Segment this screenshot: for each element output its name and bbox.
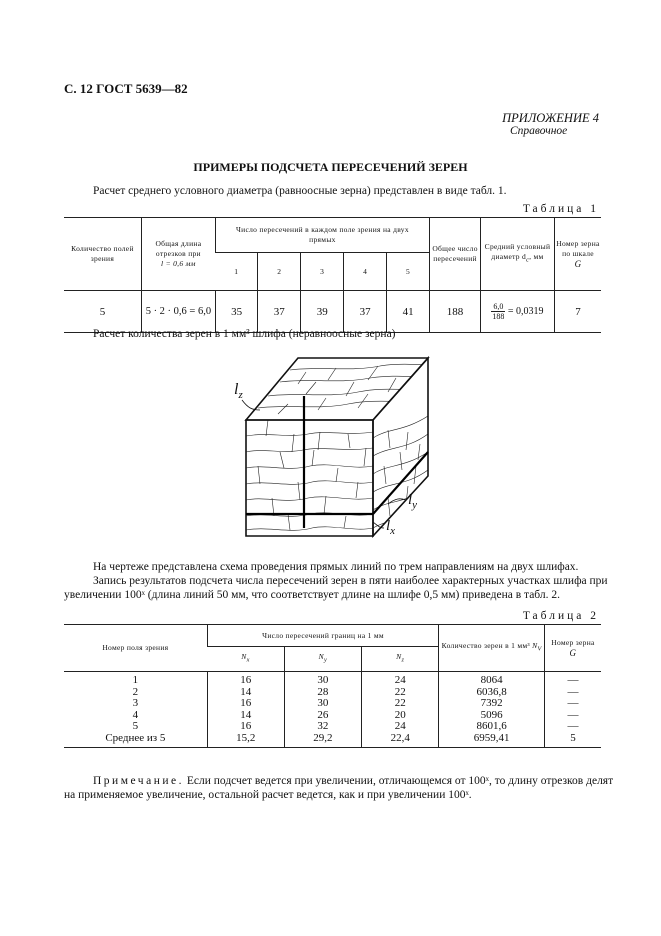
- t2-field: Среднее из 5: [64, 733, 207, 748]
- record-paragraph-1: Запись результатов подсчета числа пересечений зерен в пяти наиболее характерных участках шлифа при: [93, 575, 608, 587]
- t1-subcol-2: 2: [258, 253, 301, 291]
- t2-ny-sub: y: [323, 656, 328, 664]
- t2-field: 5: [132, 720, 139, 732]
- t2-field: 3: [132, 697, 139, 709]
- table-row: [64, 710, 601, 722]
- t1-diameter-fraction: [491, 302, 505, 321]
- t2-ny: 28: [284, 687, 361, 699]
- t2-field: 1: [132, 674, 139, 686]
- t2-nz: 20: [362, 710, 439, 722]
- appendix-subtitle: Справочное: [510, 125, 568, 137]
- t2-count: 7392: [439, 698, 545, 710]
- t1-cell-fields: 5: [64, 291, 141, 333]
- t1-grain-label: Номер зерна по шкале: [556, 238, 600, 258]
- t2-header-group: Число пересечений границ на 1 мм: [207, 625, 439, 647]
- t2-count-label: Количество зерен в 1 мм³: [441, 641, 530, 651]
- scheme-paragraph: На чертеже представлена схема проведения прямых линий по трем направлениям на двух шлифах.: [93, 561, 579, 573]
- t1-header-length: [141, 218, 215, 291]
- t2-nz: 22,4: [362, 733, 439, 748]
- t2-nx: 14: [207, 687, 284, 699]
- t1-cell-count-5: 41: [387, 291, 430, 333]
- t2-nz: 22: [362, 687, 439, 699]
- t1-header-grain: [554, 218, 601, 291]
- t2-grain: —: [544, 698, 601, 710]
- t2-nx-sub: x: [246, 656, 250, 664]
- t2-count: 8064: [439, 672, 545, 687]
- t2-count: 8601,6: [439, 721, 545, 733]
- t1-cell-count-4: 37: [344, 291, 387, 333]
- t1-length-label: Общая длина отрезков при: [155, 239, 202, 258]
- t1-diameter-unit: , мм: [529, 252, 544, 262]
- note-label: Примечание.: [93, 775, 184, 787]
- t2-field: 2: [132, 685, 139, 698]
- t2-nx: 16: [207, 698, 284, 710]
- t2-ny: 32: [284, 721, 361, 733]
- t1-subcol-5: 5: [387, 253, 430, 291]
- page-header: С. 12 ГОСТ 5639—82: [64, 81, 188, 96]
- t2-grain: —: [544, 721, 601, 733]
- t2-nx: 16: [207, 672, 284, 687]
- t2-grain: —: [544, 687, 601, 699]
- t2-subcol-ny: [284, 647, 361, 672]
- t2-nz-sub: z: [401, 656, 405, 664]
- t2-grain-g: G: [569, 647, 577, 658]
- note-line-2: на применяемое увеличение, остальной расчет ведется, как и при увеличении 100ˣ.: [64, 789, 472, 801]
- t1-diameter-result: = 0,0319: [507, 305, 544, 317]
- cube-front-face: [246, 420, 373, 536]
- t1-cell-count-1: 35: [215, 291, 257, 333]
- cube-side-face: [373, 358, 428, 536]
- t2-count: 6959,41: [439, 733, 545, 748]
- t1-diameter-sub: с: [526, 256, 530, 264]
- t1-grain-g: G: [574, 258, 582, 269]
- table1-caption: Таблица 1: [522, 203, 599, 215]
- t1-header-group: Число пересечений в каждом поле зрения на двух прямых: [215, 218, 429, 253]
- t2-grain: 5: [544, 733, 601, 748]
- note-text-1: Если подсчет ведется при увеличении, отличающемся от 100ˣ, то длину отрезков делят: [186, 775, 614, 787]
- t2-ny: 30: [284, 672, 361, 687]
- grain-cube-figure: [228, 348, 438, 538]
- t1-subcol-1: 1: [215, 253, 257, 291]
- t2-subcol-nx: [207, 647, 284, 672]
- note-line-1: [93, 774, 613, 789]
- t2-count-v: V: [537, 645, 542, 653]
- t2-nx: 16: [207, 721, 284, 733]
- t2-header-count: [439, 625, 545, 672]
- t1-diameter-den: 188: [492, 312, 505, 321]
- t2-header-field: Номер поля зрения: [64, 625, 207, 672]
- table-row: [64, 672, 601, 687]
- t1-diameter-label: Средний условный диаметр d: [484, 242, 551, 262]
- table2: [64, 624, 601, 748]
- t2-grain-label: Номер зерна: [551, 637, 595, 647]
- appendix-title: ПРИЛОЖЕНИЕ 4: [502, 111, 599, 125]
- t2-grain: —: [544, 710, 601, 722]
- t2-grain: —: [544, 672, 601, 687]
- t2-ny: 26: [284, 710, 361, 722]
- t2-nx: 14: [207, 710, 284, 722]
- t2-nz: 24: [362, 721, 439, 733]
- t1-cell-length: 5 · 2 · 0,6 = 6,0: [141, 291, 215, 333]
- t2-nx: 15,2: [207, 733, 284, 748]
- t2-count: 6036,8: [439, 687, 545, 699]
- table-row: [64, 733, 601, 748]
- t2-count: 5096: [439, 710, 545, 722]
- t2-nx-n: N: [241, 652, 247, 662]
- t2-subcol-nz: [362, 647, 439, 672]
- t2-field: 4: [132, 708, 139, 721]
- label-lz: $l_z$: [234, 381, 243, 401]
- t1-diameter-num: 6,0: [493, 302, 504, 311]
- t1-cell-total: 188: [430, 291, 481, 333]
- t1-header-total: Общее число пересечений: [430, 218, 481, 291]
- t1-cell-count-3: 39: [301, 291, 344, 333]
- intro-paragraph: Расчет среднего условного диаметра (равноосные зерна) представлен в виде табл. 1.: [93, 185, 507, 197]
- t2-nz: 24: [362, 672, 439, 687]
- t2-ny: 29,2: [284, 733, 361, 748]
- t1-cell-diameter: [481, 291, 555, 333]
- t2-body: [64, 672, 601, 748]
- t1-header-fields: Количество полей зрения: [64, 218, 141, 291]
- section-title: ПРИМЕРЫ ПОДСЧЕТА ПЕРЕСЕЧЕНИЙ ЗЕРЕН: [193, 160, 468, 174]
- t1-subcol-3: 3: [301, 253, 344, 291]
- t1-cell-count-2: 37: [258, 291, 301, 333]
- t2-ny: 30: [284, 698, 361, 710]
- table-row: [64, 721, 601, 733]
- t2-ny-n: N: [318, 652, 324, 662]
- t2-nz: 22: [362, 698, 439, 710]
- t1-cell-grain: 7: [554, 291, 601, 333]
- label-lx: $l_x$: [386, 518, 396, 537]
- t1-subcol-4: 4: [344, 253, 387, 291]
- t1-header-diameter: [481, 218, 555, 291]
- label-ly: $l_y$: [408, 492, 418, 511]
- record-paragraph-2: увеличении 100ˣ (длина линий 50 мм, что соответствует длине на шлифе 0,5 мм) приведена в табл. 2.: [64, 589, 560, 601]
- table-row: [64, 687, 601, 699]
- table2-caption: Таблица 2: [522, 610, 599, 622]
- t2-count-n: N: [532, 641, 538, 651]
- t2-nz-n: N: [396, 652, 402, 662]
- table-row: [64, 698, 601, 710]
- t2-header-grain: [544, 625, 601, 672]
- table1: [64, 217, 601, 333]
- count-paragraph: Расчет количества зерен в 1 мм³ шлифа (неравноосные зерна): [93, 328, 396, 340]
- t1-length-formula: l = 0,6 мм: [161, 259, 196, 268]
